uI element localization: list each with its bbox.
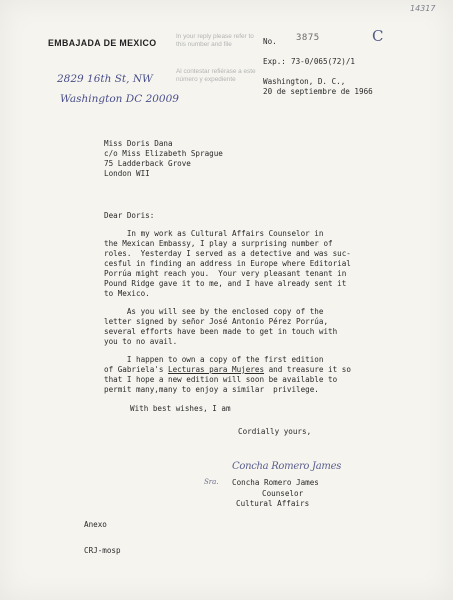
recipient-line: 75 Ladderback Grove bbox=[104, 159, 191, 168]
signature-initials: Sra. bbox=[204, 478, 219, 486]
pencil-archive-number: 14317 bbox=[410, 4, 436, 13]
reply-note-en-line2: this number and file bbox=[176, 41, 232, 48]
signer-name: Concha Romero James bbox=[232, 478, 319, 487]
paragraph-line: roles. Yesterday I served as a detective and was suc- bbox=[104, 249, 351, 258]
signer-title: Counselor bbox=[262, 489, 304, 498]
recipient-line: Miss Doris Dana bbox=[104, 139, 173, 148]
enclosure-note: Anexo bbox=[84, 520, 107, 529]
date: 20 de septiembre de 1966 bbox=[263, 87, 373, 96]
paragraph-line: cesful in finding an address in Europe where Editorial bbox=[104, 259, 351, 268]
closing-wishes: With best wishes, I am bbox=[130, 404, 231, 413]
paragraph-line: several efforts have been made to get in touch with bbox=[104, 327, 338, 336]
closing-cordially: Cordially yours, bbox=[238, 427, 312, 436]
paragraph-line: to Mexico. bbox=[104, 289, 150, 298]
handwritten-address-line1: 2829 16th St, NW bbox=[57, 73, 153, 85]
paragraph-line: I happen to own a copy of the first edition bbox=[104, 355, 324, 364]
book-title: Lecturas para Mujeres bbox=[168, 365, 265, 374]
paragraph-line: the Mexican Embassy, I play a surprising number of bbox=[104, 239, 333, 248]
paragraph-line: In my work as Cultural Affairs Counselor in bbox=[104, 229, 324, 238]
paragraph-line: As you will see by the enclosed copy of the bbox=[104, 307, 324, 316]
embassy-letterhead: EMBAJADA DE MEXICO bbox=[48, 38, 157, 48]
paragraph-text: and treasure it so bbox=[264, 365, 351, 374]
typist-initials: CRJ-mosp bbox=[84, 546, 121, 555]
paragraph-text: of Gabriela's bbox=[104, 365, 169, 374]
paragraph-line: permit many,many to enjoy a similar privilege. bbox=[104, 385, 319, 394]
exp-label: Exp.: bbox=[263, 57, 286, 66]
ref-mark: C bbox=[372, 27, 384, 45]
paragraph-line bbox=[104, 365, 351, 375]
handwritten-signature: Concha Romero James bbox=[232, 461, 342, 472]
recipient-line: c/o Miss Elizabeth Sprague bbox=[104, 149, 223, 158]
reply-note-en-line1: In your reply please refer to bbox=[176, 33, 254, 40]
signer-department: Cultural Affairs bbox=[236, 499, 310, 508]
paragraph-line: Pound Ridge gave it to me, and I have already sent it bbox=[104, 279, 347, 288]
paragraph-line: you to no avail. bbox=[104, 337, 178, 346]
ref-no-label: No. bbox=[263, 37, 277, 46]
place: Washington, D. C., bbox=[263, 77, 346, 86]
paragraph-line: that I hope a new edition will soon be available to bbox=[104, 375, 338, 384]
paragraph-line: Porrúa might reach you. Your very pleasant tenant in bbox=[104, 269, 347, 278]
reply-note-es-line2: número y expediente bbox=[176, 76, 236, 83]
salutation: Dear Doris: bbox=[104, 211, 155, 220]
recipient-line: London WII bbox=[104, 169, 150, 178]
handwritten-address-line2: Washington DC 20009 bbox=[60, 93, 179, 105]
ref-no-value: 3875 bbox=[296, 33, 320, 43]
paragraph-line: letter signed by señor José Antonio Pérez Porrúa, bbox=[104, 317, 329, 326]
exp-value: 73-0/065(72)/1 bbox=[291, 57, 356, 66]
reply-note-es-line1: Al contestar refiérase a este bbox=[176, 68, 256, 75]
